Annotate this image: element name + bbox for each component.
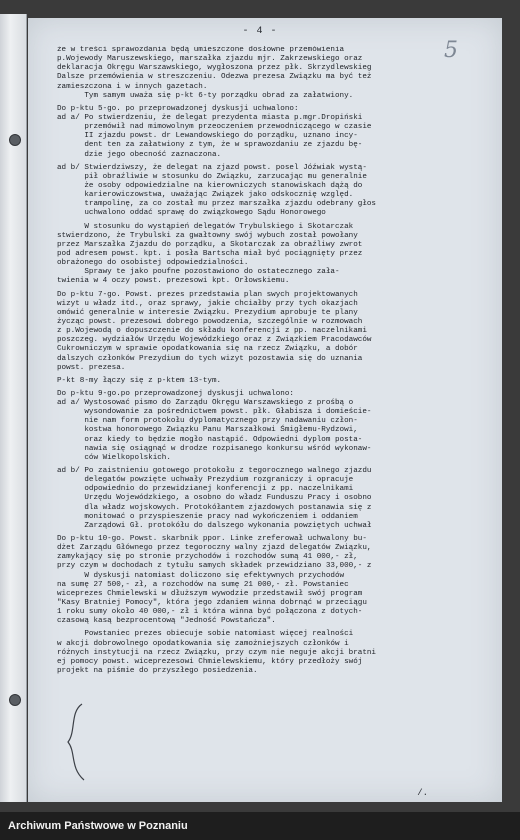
text-line: Urzędu Wojewódzkiego, a osobno do władz Funduszu Pracy i osobno (57, 494, 372, 503)
text-line: przez Marszałka Zjazdu do porządku, a Skotarczak za obraźliwy zwrot (57, 240, 363, 249)
text-line: pił obraźliwie w stosunku do Związku, zarzucając mu generalnie (57, 172, 367, 181)
text-line: Dalsze przemówienia w streszczeniu. Odezwa prezesa Związku ma być też (57, 73, 372, 82)
text-line: przemówił nad mimowolnym przeoczeniem przewodniczącego w czasie (57, 123, 372, 132)
text-line: dent ten za załatwiony z tym, że w sprawozdaniu ze zjazdu bę- (57, 141, 363, 150)
page-header: - 4 - (242, 26, 278, 37)
text-line: obrażonego do osobistej odpowiedzialności. (57, 259, 249, 268)
text-line: że osoby odpowiedzialne na kierowniczych stanowiskach dążą do (57, 181, 363, 190)
text-line: ej pomocy powst. wiceprezesowi Chmielewskiemu, który przedłoży swój (57, 657, 363, 666)
text-line: monitować o przyspieszenie pracy nad wykończeniem i oddaniem (57, 512, 358, 521)
text-line: Do p-ktu 9-go.po przeprowadzonej dyskusji uchwalono: (57, 389, 294, 398)
text-line: nie nam form protokołu dyplomatycznego przy nadawaniu człon- (57, 417, 358, 426)
paragraph (57, 377, 494, 386)
text-line: kostwa honorowego Związku Panu Marszałkowi Śmigłemu-Rydzowi, (57, 426, 358, 435)
text-line: Do p-ktu 7-go. Powst. prezes przedstawia plan swych projektowanych (57, 290, 358, 299)
text-line: wizyt u władz itd., oraz sprawy, jakie chciałby przy tych okazjach (57, 299, 358, 308)
binder-edge (0, 14, 27, 802)
text-line: poszczeg. wydziałów Urzędu Wojewódzkiego oraz z Związkiem Pracodawców (57, 336, 372, 345)
text-line: odpowiednio do przewidzianej konferencji z pp. naczelnikami (57, 485, 354, 494)
text-line: projekt na piśmie do przyszłego posiedzenia. (57, 667, 258, 675)
text-line: przy czym w dochodach z tytułu samych składek przewidziano 33,000,- z (57, 562, 372, 571)
text-line: II zjazdu powst. dr Lewandowskiego do porządku, uznano incy- (57, 132, 358, 141)
paragraph (57, 291, 494, 373)
text-line: na sumę 27 500,- zł, a rozchodów na sumę 21 000,- zł. Powstaniec (57, 580, 349, 589)
text-line: W stosunku do wystąpień delegatów Trybulskiego i Skotarczak (57, 222, 354, 231)
text-line: deklaracja Okręgu Warszawskiego, wygłoszona przez płk. Skrzydlewskieg (57, 64, 372, 73)
handwritten-page-number: 5 (444, 38, 458, 63)
text-line: p.Wojewody Maruszewskiego, marszałka zjazdu mjr. Zakrzewskiego oraz (57, 55, 363, 64)
paragraph (57, 630, 494, 676)
text-line: ad a/ Po stwierdzeniu, że delegat prezydenta miasta p.mgr.Dropiński (57, 113, 363, 122)
text-line: Do p-ktu 10-go. Powst. skarbnik ppor. Linke zreferował uchwalony bu- (57, 535, 367, 544)
paragraph (57, 46, 494, 101)
margin-bracket-icon (62, 702, 88, 782)
text-line: omówić generalnie w interesie Związku. Prezydium aprobuje te plany (57, 308, 358, 317)
text-line: ad b/ Stwierdziwszy, że delegat na zjazd powst. posel Jóźwiak wystą- (57, 163, 367, 172)
text-line: powst. prezesa. (57, 363, 126, 372)
text-line: ad b/ Po zaistnieniu gotowego protokołu z tegorocznego walnego zjazdu (57, 467, 372, 476)
text-line: delegatów powzięte uchwały Prezydium rozgraniczy i opracuje (57, 476, 354, 485)
text-line: że w treści sprawozdania będą umieszczone dosłowne przemówienia (57, 46, 345, 54)
text-line: ad a/ Wystosować pismo do Zarządu Okręgu Warszawskiego z prośbą o (57, 399, 354, 408)
text-line: dalszych członków Prezydium do tych wizyt pozostawia się do uznania (57, 354, 363, 363)
text-line: Tym samym uważa się p-kt 6-ty porządku obrad za załatwiony. (57, 91, 354, 100)
text-line: 1 roku sumy około 40 000,- zł i która winna być połączona z dotych- (57, 608, 363, 617)
text-line: Do p-ktu 5-go. po przeprowadzonej dyskusji uchwalono: (57, 104, 299, 113)
text-line: uchwalono oddać sprawę do związkowego Sądu Honorowego (57, 209, 326, 218)
text-line: wiceprezes Chmielewski w dłuższym wywodzie przedstawił swój program (57, 589, 363, 598)
text-line: zamieszczona i w innych gazetach. (57, 82, 208, 91)
paragraph (57, 223, 494, 287)
text-line: twienia w 4 oczy powst. prezesowi kpt. Orłowskiemu. (57, 277, 290, 286)
text-line: Powstaniec prezes obiecuje sobie natomiast więcej realności (57, 630, 354, 639)
paragraph (57, 164, 494, 219)
paragraph (57, 105, 494, 160)
text-line: Zarządowi Gł. protokółu do dalszego wykonania powziętych uchwał (57, 521, 372, 530)
text-line: "Kasy Bratniej Pomocy", która jego zdaniem winna dobrnąć w przeciągu (57, 599, 367, 608)
text-line: życząc powst. prezesowi dobrego powodzenia, szczególnie w rozmowach (57, 317, 363, 326)
text-line: pod adresem powst. kpt. i posła Bartscha miał być pociągnięty przez (57, 249, 363, 258)
text-line: stwierdzono, że Trybulski za gwałtowny swój wybuch został powołany (57, 231, 358, 240)
text-line: nawia się osiągnąć w drodze rozpisanego konkursu wśród wykonaw- (57, 444, 372, 453)
text-line: ców Wielkopolskich. (57, 453, 171, 462)
text-line: dla władz wojskowych. Protokółantem zjazdowych postanawia się z (57, 503, 372, 512)
text-line: czasową kasą bezprocentową "Jedność Powstańcza". (57, 617, 276, 626)
text-line: W dyskusji natomiast doliczono się efektywnych przychodów (57, 571, 345, 580)
paragraph (57, 467, 494, 531)
text-line: Sprawy te jako poufne pozostawiono do ostatecznego zała- (57, 268, 340, 277)
binder-hole-icon (9, 134, 21, 146)
text-line: Cukrowniczym w sprawie opodatkowania się na rzecz Związku, a dobór (57, 345, 358, 354)
text-line: z p.Wojewodą o dopuszczenie do składu konferencji z pp. naczelnikami (57, 327, 367, 336)
text-line: karierowiczowstwa, uważając Związek jako odskocznię względ. (57, 191, 354, 200)
text-line: dżet Zarządu Głównego przez tegoroczny walny zjazd delegatów Związku, (57, 544, 372, 553)
text-line: P-kt 8-my łączy się z p-ktem 13-tym. (57, 376, 222, 385)
text-line: dzie jego obecność zaznaczona. (57, 150, 222, 159)
text-line: trampolinę, za co został mu przez marszałka zjazdu odebrany głos (57, 200, 376, 209)
binder-hole-icon (9, 694, 21, 706)
paragraph (57, 535, 494, 626)
text-line: w akcji dobrowolnego opodatkowania się zamożniejszych członków i (57, 639, 349, 648)
text-line: oraz kiedy to będzie mogło nastąpić. Odpowiedni dyplom posta- (57, 435, 363, 444)
text-line: wysondowanie za pośrednictwem powst. płk. Głabisza i domieście- (57, 408, 372, 417)
text-line: różnych instytucji na rzecz Związku, przy czym nie neguje akcji bratni (57, 648, 376, 657)
archive-footer: Archiwum Państwowe w Poznaniu (0, 812, 520, 840)
document-text (57, 46, 494, 676)
continuation-mark: /. (417, 788, 428, 798)
text-line: zamykający się po stronie przychodów i rozchodów sumą 41 000,- zł, (57, 553, 358, 562)
paragraph (57, 390, 494, 463)
